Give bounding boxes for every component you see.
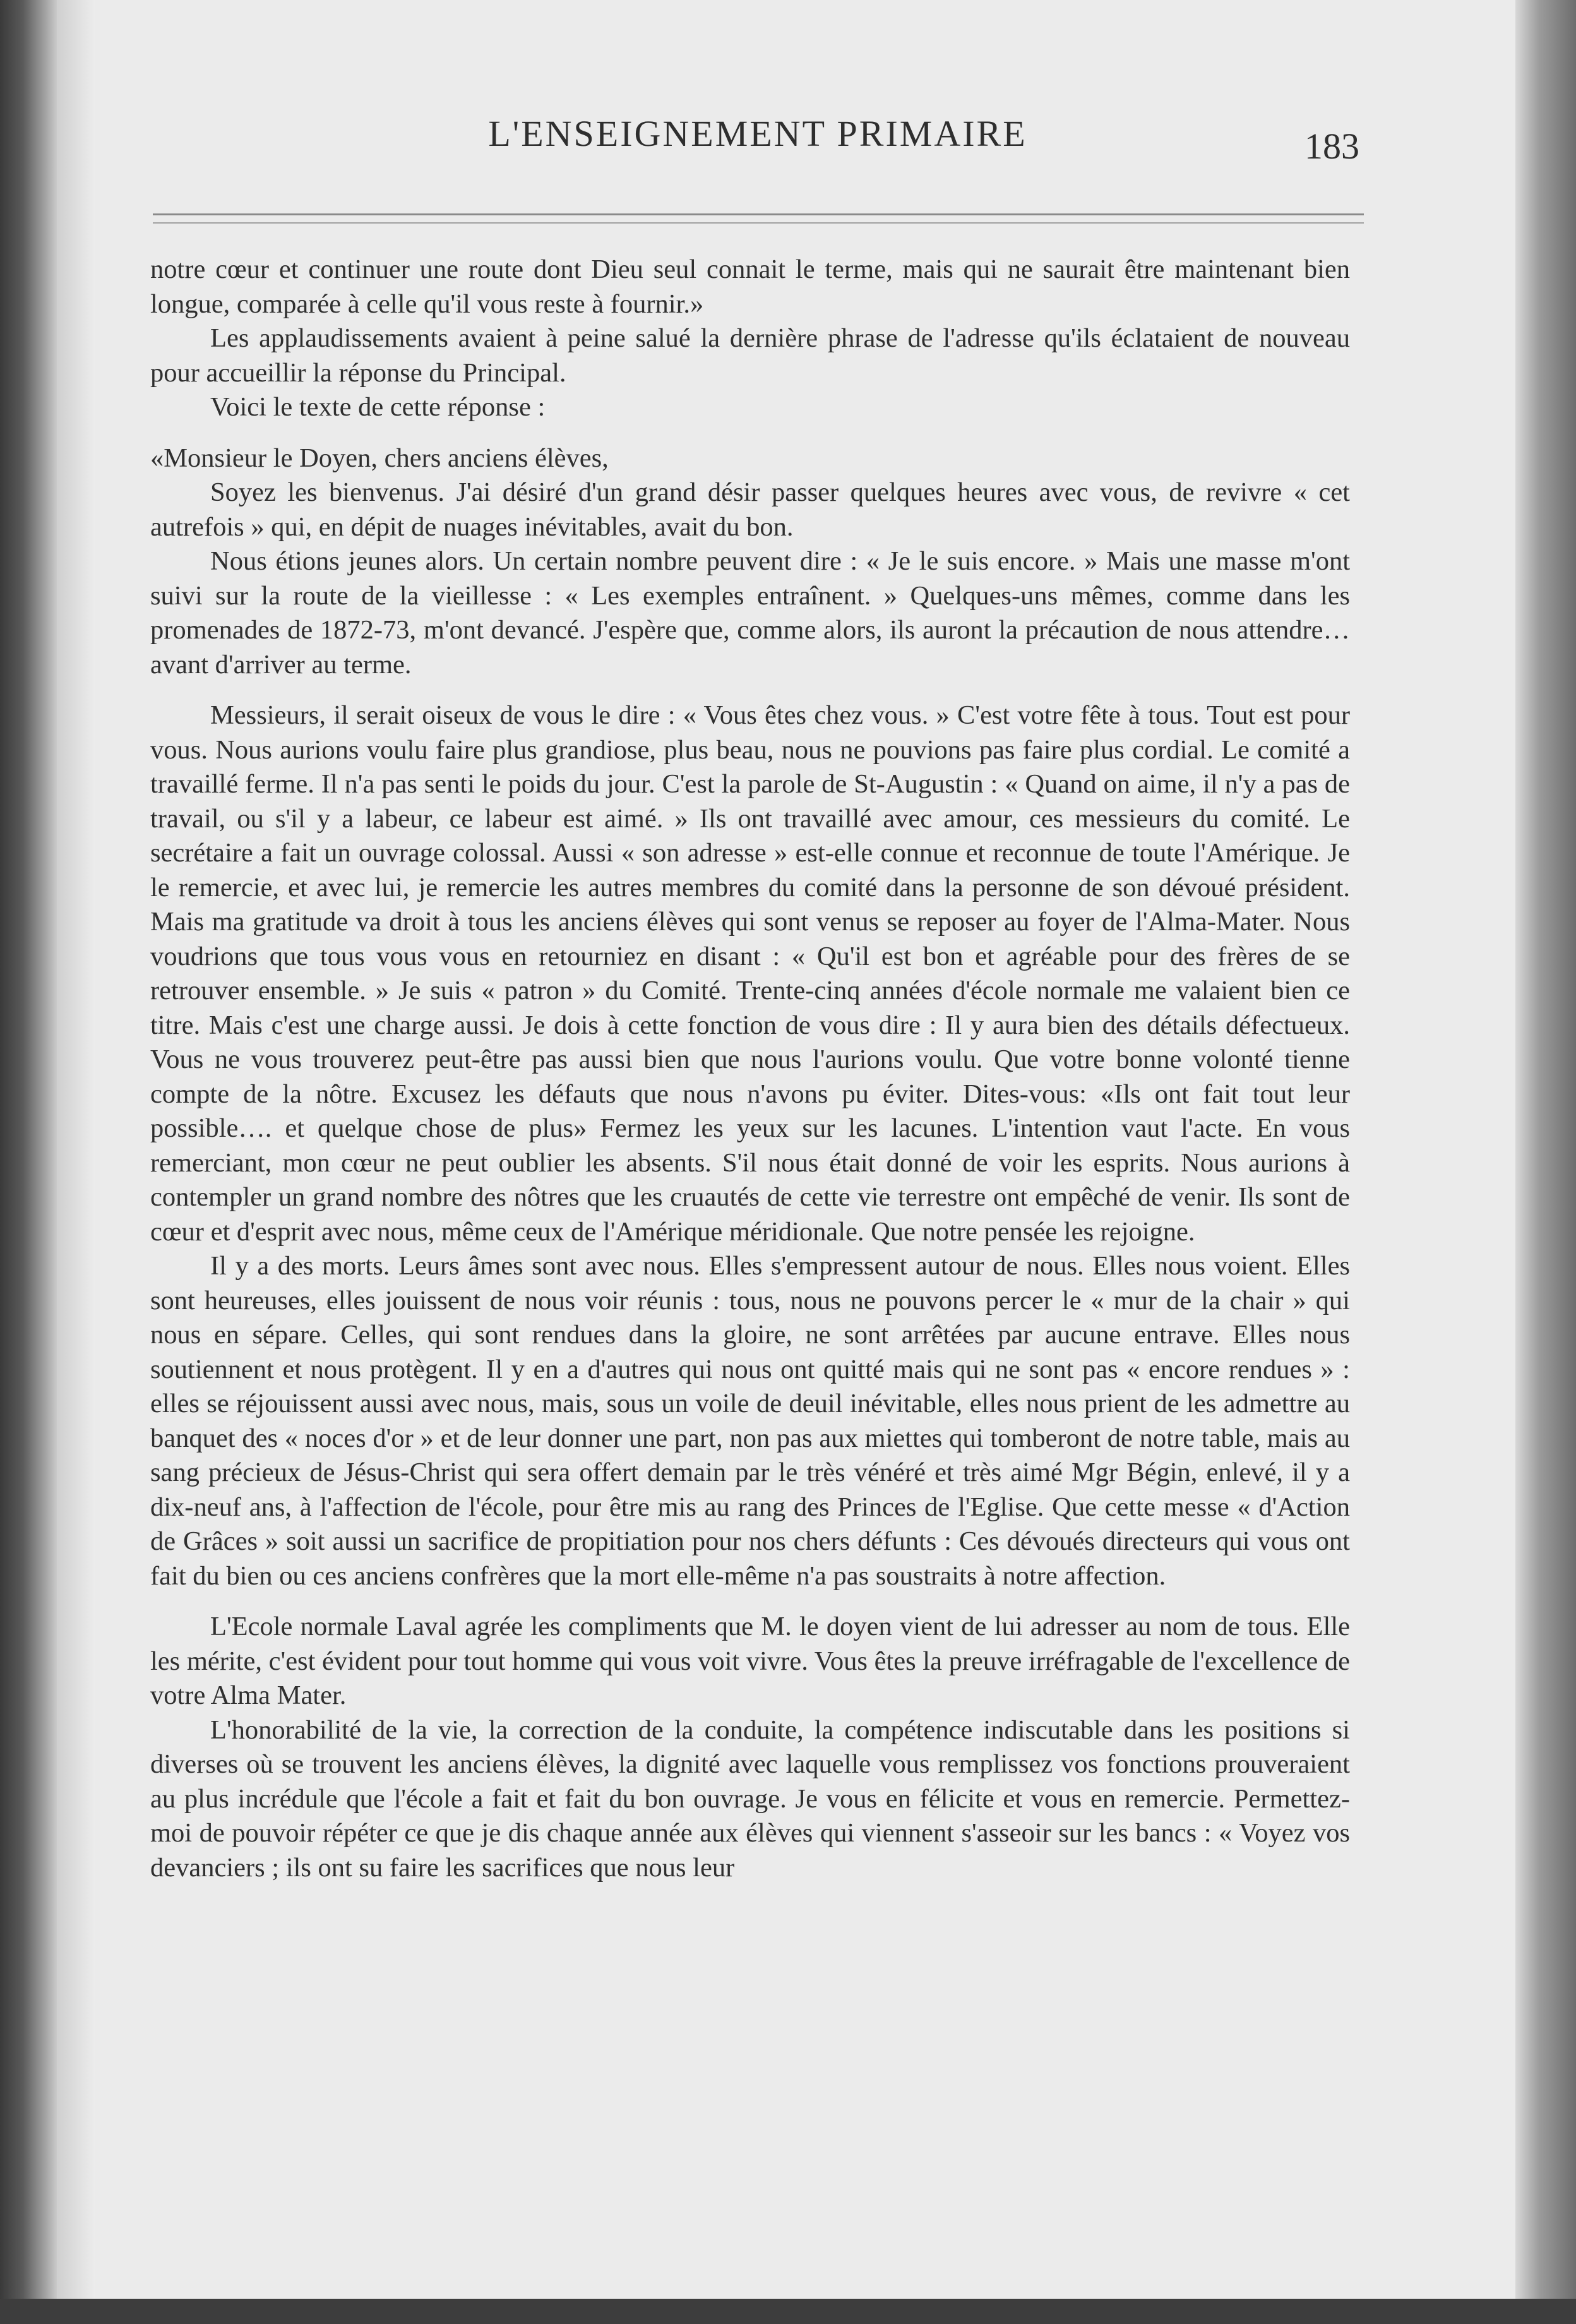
page-number: 183 (1304, 126, 1359, 167)
paragraph: Les applaudissements avaient à peine salué la dernière phrase de l'adresse qu'ils éclataient de nouveau pour accueillir la réponse du Principal. (150, 323, 1350, 388)
paragraph: Messieurs, il serait oiseux de vous le dire : « Vous êtes chez vous. » C'est votre fête à tous. Tout est pour vous. Nous aurions voulu faire plus grandiose, plus beau, nous ne pouvions pas faire plus cordial. Le comité a travaillé ferme. Il n'a pas senti le poids du jour. C'est la parole de St-Augustin : « Quand on aime, il n'y a pas de travail, ou s'il y a labeur, ce labeur est aimé. » Ils ont travaillé avec amour, ces messieurs du comité. Le secrétaire a fait un ouvrage colossal. Aussi « son adresse » est-elle connue et reconnue de toute l'Amérique. Je le remercie, et avec lui, je remercie les autres membres du comité dans la personne de son dévoué président. Mais ma gratitude va droit à tous les anciens élèves qui sont venus se reposer au foyer de l'Alma-Mater. Nous voudrions que tous vous vous en retourniez en disant : « Qu'il est bon et agréable pour des frères de se retrouver ensemble. » Je suis « patron » du Comité. Trente-cinq années d'école normale me valaient bien ce titre. Mais c'est une charge aussi. Je dois à cette fonction de vous dire : Il y aura bien des détails défectueux. Vous ne vous trouverez peut-être pas aussi bien que nous l'aurions voulu. Que votre bonne volonté tienne compte de la nôtre. Excusez les défauts que nous n'avons pu éviter. Dites-vous: «Ils ont fait tout leur possible…. et quelque chose de plus» Fermez les yeux sur les lacunes. L'intention vaut l'acte. En vous remerciant, mon cœur ne peut oublier les absents. S'il nous était donné de voir les esprits. Nous aurions à contempler un grand nombre des nôtres que les cruautés de cette vie terrestre ont empêché de venir. Ils sont de cœur et d'esprit avec nous, même ceux de l'Amérique méridionale. Que notre pensée les rejoigne. (150, 700, 1350, 1247)
book-gutter (57, 0, 95, 2324)
paragraph: L'honorabilité de la vie, la correction de la conduite, la compétence indiscutable dans les positions si diverses où se trouvent les anciens élèves, la dignité avec laquelle vous remplissez vos fonctions prouveraient au plus incrédule que l'école a fait et fait du bon ouvrage. Je vous en félicite et vous en remercie. Permettez-moi de pouvoir répéter ce que je dis chaque année aux élèves qui viennent s'asseoir sur les bancs : « Voyez vos devanciers ; ils ont su faire les sacrifices que nous leur (150, 1715, 1350, 1883)
book-spine (0, 0, 57, 2324)
paragraph: L'Ecole normale Laval agrée les compliments que M. le doyen vient de lui adresser au nom de tous. Elle les mérite, c'est évident pour tout homme qui vous voit vivre. Vous êtes la preuve irréfragable de l'excellence de votre Alma Mater. (150, 1612, 1350, 1710)
page-edge-shadow (1515, 0, 1576, 2324)
paragraph: Voici le texte de cette réponse : (210, 392, 546, 422)
paragraph: Soyez les bienvenus. J'ai désiré d'un grand désir passer quelques heures avec vous, de revivre « cet autrefois » qui, en dépit de nuages inévitables, avait du bon. (150, 477, 1350, 542)
paragraph: Nous étions jeunes alors. Un certain nombre peuvent dire : « Je le suis encore. » Mais une masse m'ont suivi sur la route de la vieillesse : « Les exemples entraînent. » Quelques-uns mêmes, comme dans les promenades de 1872-73, m'ont devancé. J'espère que, comme alors, ils auront la précaution de nous attendre… avant d'arriver au terme. (150, 546, 1350, 680)
paragraph: notre cœur et continuer une route dont Dieu seul connait le terme, mais qui ne saurait être maintenant bien longue, comparée à celle qu'il vous reste à fournir.» (150, 255, 1350, 319)
header-rule-thin (153, 222, 1364, 224)
letter-salutation: «Monsieur le Doyen, chers anciens élèves, (150, 443, 609, 473)
page-bottom-edge (0, 2299, 1576, 2324)
body-text (150, 253, 1350, 1885)
paragraph: Il y a des morts. Leurs âmes sont avec nous. Elles s'empressent autour de nous. Elles nous voient. Elles sont heureuses, elles jouissent de nous voir réunis : tous, nous ne pouvons percer le « mur de la chair » qui nous en sépare. Celles, qui sont rendues dans la gloire, ne sont arrêtées par aucune entrave. Elles nous soutiennent et nous protègent. Il y en a d'autres qui nous ont quitté mais qui ne sont pas « encore rendues » : elles se réjouissent aussi avec nous, mais, sous un voile de deuil inévitable, elles nous prient de les admettre au banquet des « noces d'or » et de leur donner une part, non pas aux miettes qui tomberont de notre table, mais au sang précieux de Jésus-Christ qui sera offert demain par le très vénéré et très aimé Mgr Bégin, enlevé, il y a dix-neuf ans, à l'affection de l'école, pour être mis au rang des Princes de l'Eglise. Que cette messe « d'Action de Grâces » soit aussi un sacrifice de propitiation pour nos chers défunts : Ces dévoués directeurs qui vous ont fait du bien ou ces anciens confrères que la mort elle-même n'a pas soustraits à notre affection. (150, 1251, 1350, 1591)
header-rule (153, 213, 1364, 215)
running-title: L'ENSEIGNEMENT PRIMAIRE (488, 113, 1027, 154)
